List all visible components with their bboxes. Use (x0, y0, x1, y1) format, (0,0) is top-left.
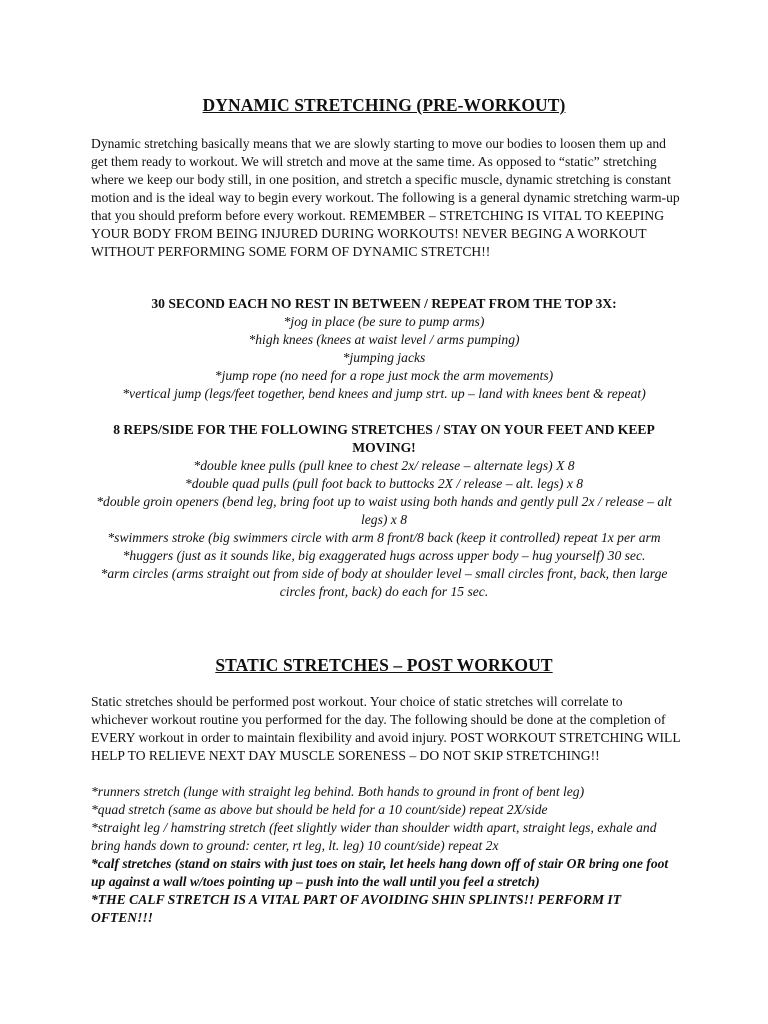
reps-item: *swimmers stroke (big swimmers circle with arm 8 front/8 back (keep it controlled) repeat 1x per arm (107, 530, 661, 545)
static-bold-item: *calf stretches (stand on stairs with just toes on stair, let heels hang down off of stair OR bring one foot up against a wall w/toes pointing up – push into the wall until you feel a stretch) (91, 856, 669, 889)
warmup-block (88, 295, 680, 403)
dynamic-stretching-title: DYNAMIC STRETCHING (PRE-WORKOUT) (202, 95, 566, 115)
reps-item: *double groin openers (bend leg, bring foot up to waist using both hands and gently pull 2x / release – alt legs) x 8 (96, 494, 672, 527)
static-stretches-title: STATIC STRETCHES – POST WORKOUT (215, 655, 553, 675)
warmup-item: *jog in place (be sure to pump arms) (283, 314, 485, 329)
reps-item: *double quad pulls (pull foot back to buttocks 2X / release – alt. legs) x 8 (184, 476, 584, 491)
dynamic-stretching-intro: Dynamic stretching basically means that we are slowly starting to move our bodies to loosen them up and get them ready to workout. We will stretch and move at the same time. As opposed to “static” stretching where we keep our body still, in one position, and stretch a specific muscle, dynamic stretching is constant motion and is the ideal way to begin every workout. The following is a general dynamic stretching warm-up that you should preform before every workout. REMEMBER – STRETCHING IS VITAL TO KEEPING YOUR BODY FROM BEING INJURED DURING WORKOUTS! NEVER BEGING A WORKOUT WITHOUT PERFORMING SOME FORM OF DYNAMIC STRETCH!! (91, 136, 680, 259)
reps-item: *arm circles (arms straight out from side of body at shoulder level – small circles front, back, then large circles front, back) do each for 15 sec. (100, 566, 668, 599)
reps-item: *double knee pulls (pull knee to chest 2x/ release – alternate legs) X 8 (193, 458, 575, 473)
warmup-item: *vertical jump (legs/feet together, bend knees and jump strt. up – land with knees bent & repeat) (122, 386, 646, 401)
reps-heading: 8 REPS/SIDE FOR THE FOLLOWING STRETCHES / STAY ON YOUR FEET AND KEEP MOVING! (113, 422, 655, 455)
warmup-item: *high knees (knees at waist level / arms pumping) (248, 332, 520, 347)
static-bold-item: *THE CALF STRETCH IS A VITAL PART OF AVOIDING SHIN SPLINTS!! PERFORM IT OFTEN!!! (91, 892, 622, 925)
static-item: *runners stretch (lunge with straight leg behind. Both hands to ground in front of bent leg) (91, 784, 585, 799)
static-item: *straight leg / hamstring stretch (feet slightly wider than shoulder width apart, straight legs, exhale and bring hands down to ground: center, rt leg, lt. leg) 10 count/side) repeat 2x (91, 820, 657, 853)
static-item: *quad stretch (same as above but should be held for a 10 count/side) repeat 2X/side (91, 802, 548, 817)
reps-block (88, 421, 680, 601)
reps-item: *huggers (just as it sounds like, big exaggerated hugs across upper body – hug yourself) 30 sec. (122, 548, 646, 563)
static-stretches-list (91, 783, 683, 927)
static-stretches-intro: Static stretches should be performed post workout. Your choice of static stretches will correlate to whichever workout routine you performed for the day. The following should be done at the completion of EVERY workout in order to maintain flexibility and avoid injury. POST WORKOUT STRETCHING WILL HELP TO RELIEVE NEXT DAY MUSCLE SORENESS – DO NOT SKIP STRETCHING!! (91, 694, 681, 763)
warmup-heading: 30 SECOND EACH NO REST IN BETWEEN / REPEAT FROM THE TOP 3X: (151, 296, 617, 311)
warmup-item: *jumping jacks (342, 350, 426, 365)
warmup-item: *jump rope (no need for a rope just mock the arm movements) (214, 368, 554, 383)
